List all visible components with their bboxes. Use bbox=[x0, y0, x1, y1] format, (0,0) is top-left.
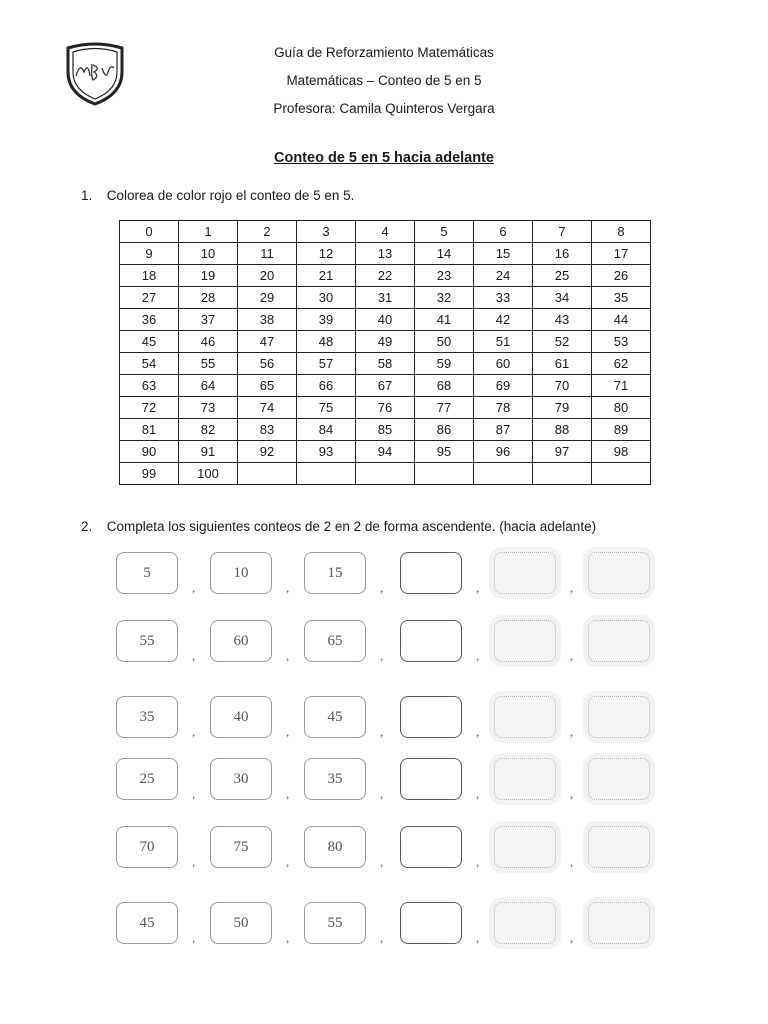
sequence-row bbox=[110, 820, 660, 876]
worksheet-title: Conteo de 5 en 5 hacia adelante bbox=[274, 150, 494, 166]
grid-cell[interactable]: 79 bbox=[533, 397, 592, 419]
sequence-number-box: 5 bbox=[116, 552, 178, 594]
grid-cell[interactable]: 14 bbox=[415, 243, 474, 265]
sequence-number-box: 60 bbox=[210, 620, 272, 662]
grid-cell[interactable]: 34 bbox=[533, 287, 592, 309]
answer-box[interactable] bbox=[588, 552, 650, 594]
grid-cell[interactable]: 33 bbox=[474, 287, 533, 309]
grid-cell[interactable]: 51 bbox=[474, 331, 533, 353]
comma-separator: , bbox=[192, 724, 196, 739]
grid-cell[interactable]: 74 bbox=[238, 397, 297, 419]
grid-cell[interactable]: 28 bbox=[179, 287, 238, 309]
grid-cell[interactable]: 49 bbox=[356, 331, 415, 353]
grid-cell[interactable]: 35 bbox=[592, 287, 651, 309]
grid-cell[interactable]: 94 bbox=[356, 441, 415, 463]
grid-cell[interactable]: 32 bbox=[415, 287, 474, 309]
comma-separator: , bbox=[192, 786, 196, 801]
grid-cell[interactable]: 93 bbox=[297, 441, 356, 463]
answer-box[interactable] bbox=[400, 620, 462, 662]
grid-cell[interactable]: 55 bbox=[179, 353, 238, 375]
grid-cell[interactable]: 37 bbox=[179, 309, 238, 331]
grid-cell[interactable]: 89 bbox=[592, 419, 651, 441]
sequence-row bbox=[110, 614, 660, 670]
grid-cell[interactable]: 10 bbox=[179, 243, 238, 265]
grid-cell[interactable]: 16 bbox=[533, 243, 592, 265]
comma-separator: , bbox=[192, 930, 196, 945]
grid-cell[interactable]: 25 bbox=[533, 265, 592, 287]
grid-row bbox=[120, 243, 651, 265]
grid-cell[interactable]: 64 bbox=[179, 375, 238, 397]
comma-separator: , bbox=[192, 580, 196, 595]
grid-cell[interactable]: 76 bbox=[356, 397, 415, 419]
grid-row bbox=[120, 441, 651, 463]
grid-cell[interactable]: 95 bbox=[415, 441, 474, 463]
grid-cell[interactable]: 15 bbox=[474, 243, 533, 265]
sequence-row bbox=[110, 896, 660, 952]
grid-cell[interactable]: 60 bbox=[474, 353, 533, 375]
grid-cell[interactable]: 48 bbox=[297, 331, 356, 353]
grid-cell[interactable] bbox=[297, 463, 356, 485]
grid-cell[interactable]: 56 bbox=[238, 353, 297, 375]
grid-cell[interactable]: 77 bbox=[415, 397, 474, 419]
grid-cell[interactable]: 1 bbox=[179, 221, 238, 243]
instruction-text: Colorea de color rojo el conteo de 5 en 5. bbox=[106, 188, 355, 203]
instruction-2 bbox=[81, 519, 596, 534]
sequence-number-box: 55 bbox=[304, 902, 366, 944]
grid-cell[interactable]: 61 bbox=[533, 353, 592, 375]
answer-box[interactable] bbox=[494, 826, 556, 868]
answer-box[interactable] bbox=[400, 696, 462, 738]
grid-cell[interactable]: 99 bbox=[120, 463, 179, 485]
grid-cell[interactable]: 11 bbox=[238, 243, 297, 265]
grid-cell[interactable]: 7 bbox=[533, 221, 592, 243]
grid-cell[interactable]: 100 bbox=[179, 463, 238, 485]
comma-separator: , bbox=[476, 930, 480, 945]
instruction-number: 1. bbox=[81, 188, 93, 203]
grid-cell[interactable]: 59 bbox=[415, 353, 474, 375]
grid-row bbox=[120, 221, 651, 243]
grid-cell[interactable]: 38 bbox=[238, 309, 297, 331]
comma-separator: , bbox=[380, 930, 384, 945]
grid-cell[interactable]: 31 bbox=[356, 287, 415, 309]
grid-cell[interactable]: 12 bbox=[297, 243, 356, 265]
header-teacher: Profesora: Camila Quinteros Vergara bbox=[273, 101, 495, 116]
answer-box[interactable] bbox=[400, 552, 462, 594]
sequence-number-box: 30 bbox=[210, 758, 272, 800]
grid-cell[interactable]: 80 bbox=[592, 397, 651, 419]
answer-box[interactable] bbox=[400, 826, 462, 868]
comma-separator: , bbox=[286, 580, 290, 595]
grid-cell[interactable]: 72 bbox=[120, 397, 179, 419]
grid-row bbox=[120, 309, 651, 331]
grid-cell[interactable]: 85 bbox=[356, 419, 415, 441]
grid-cell[interactable]: 29 bbox=[238, 287, 297, 309]
grid-cell[interactable]: 13 bbox=[356, 243, 415, 265]
grid-cell[interactable]: 21 bbox=[297, 265, 356, 287]
grid-cell[interactable]: 40 bbox=[356, 309, 415, 331]
grid-cell[interactable]: 43 bbox=[533, 309, 592, 331]
comma-separator: , bbox=[286, 648, 290, 663]
grid-cell[interactable]: 46 bbox=[179, 331, 238, 353]
grid-cell[interactable]: 70 bbox=[533, 375, 592, 397]
grid-cell[interactable]: 18 bbox=[120, 265, 179, 287]
sequence-row bbox=[110, 752, 660, 808]
comma-separator: , bbox=[476, 580, 480, 595]
grid-cell[interactable]: 66 bbox=[297, 375, 356, 397]
sequence-number-box: 65 bbox=[304, 620, 366, 662]
comma-separator: , bbox=[380, 648, 384, 663]
answer-box[interactable] bbox=[588, 758, 650, 800]
grid-cell[interactable]: 62 bbox=[592, 353, 651, 375]
comma-separator: , bbox=[476, 854, 480, 869]
answer-box[interactable] bbox=[588, 620, 650, 662]
grid-cell[interactable]: 53 bbox=[592, 331, 651, 353]
answer-box[interactable] bbox=[494, 696, 556, 738]
grid-cell[interactable]: 58 bbox=[356, 353, 415, 375]
grid-row bbox=[120, 463, 651, 485]
grid-cell[interactable]: 30 bbox=[297, 287, 356, 309]
grid-cell[interactable]: 84 bbox=[297, 419, 356, 441]
grid-cell[interactable]: 6 bbox=[474, 221, 533, 243]
grid-cell[interactable]: 75 bbox=[297, 397, 356, 419]
grid-row bbox=[120, 265, 651, 287]
grid-cell[interactable] bbox=[238, 463, 297, 485]
grid-cell[interactable]: 9 bbox=[120, 243, 179, 265]
grid-cell[interactable]: 67 bbox=[356, 375, 415, 397]
grid-cell[interactable]: 17 bbox=[592, 243, 651, 265]
grid-row bbox=[120, 375, 651, 397]
grid-cell[interactable]: 41 bbox=[415, 309, 474, 331]
grid-cell[interactable]: 87 bbox=[474, 419, 533, 441]
grid-cell[interactable]: 65 bbox=[238, 375, 297, 397]
grid-cell[interactable]: 71 bbox=[592, 375, 651, 397]
comma-separator: , bbox=[476, 648, 480, 663]
answer-box[interactable] bbox=[494, 552, 556, 594]
sequence-number-box: 40 bbox=[210, 696, 272, 738]
sequence-number-box: 45 bbox=[304, 696, 366, 738]
grid-cell[interactable]: 19 bbox=[179, 265, 238, 287]
grid-cell[interactable]: 0 bbox=[120, 221, 179, 243]
comma-separator: , bbox=[286, 854, 290, 869]
comma-separator: , bbox=[570, 724, 574, 739]
grid-cell[interactable]: 39 bbox=[297, 309, 356, 331]
grid-cell[interactable]: 2 bbox=[238, 221, 297, 243]
comma-separator: , bbox=[570, 930, 574, 945]
grid-cell[interactable]: 26 bbox=[592, 265, 651, 287]
sequence-number-box: 25 bbox=[116, 758, 178, 800]
grid-cell[interactable]: 50 bbox=[415, 331, 474, 353]
comma-separator: , bbox=[476, 724, 480, 739]
grid-cell[interactable]: 45 bbox=[120, 331, 179, 353]
comma-separator: , bbox=[286, 930, 290, 945]
sequence-number-box: 15 bbox=[304, 552, 366, 594]
grid-cell[interactable] bbox=[474, 463, 533, 485]
grid-cell[interactable] bbox=[415, 463, 474, 485]
comma-separator: , bbox=[570, 648, 574, 663]
answer-box[interactable] bbox=[588, 696, 650, 738]
grid-cell[interactable]: 57 bbox=[297, 353, 356, 375]
grid-cell[interactable]: 4 bbox=[356, 221, 415, 243]
sequence-number-box: 55 bbox=[116, 620, 178, 662]
comma-separator: , bbox=[192, 854, 196, 869]
instruction-1 bbox=[81, 188, 354, 203]
sequence-row bbox=[110, 546, 660, 602]
grid-cell[interactable]: 63 bbox=[120, 375, 179, 397]
grid-cell[interactable]: 83 bbox=[238, 419, 297, 441]
comma-separator: , bbox=[570, 854, 574, 869]
grid-row bbox=[120, 397, 651, 419]
grid-cell[interactable]: 27 bbox=[120, 287, 179, 309]
grid-cell[interactable]: 5 bbox=[415, 221, 474, 243]
sequence-number-box: 35 bbox=[304, 758, 366, 800]
grid-cell[interactable]: 81 bbox=[120, 419, 179, 441]
answer-box[interactable] bbox=[588, 826, 650, 868]
grid-cell[interactable]: 82 bbox=[179, 419, 238, 441]
grid-cell[interactable]: 36 bbox=[120, 309, 179, 331]
grid-cell[interactable]: 86 bbox=[415, 419, 474, 441]
number-grid-table bbox=[119, 220, 651, 485]
grid-cell[interactable] bbox=[592, 463, 651, 485]
grid-row bbox=[120, 331, 651, 353]
comma-separator: , bbox=[380, 580, 384, 595]
comma-separator: , bbox=[286, 786, 290, 801]
grid-cell[interactable]: 91 bbox=[179, 441, 238, 463]
comma-separator: , bbox=[380, 854, 384, 869]
answer-box[interactable] bbox=[494, 902, 556, 944]
comma-separator: , bbox=[476, 786, 480, 801]
sequence-number-box: 75 bbox=[210, 826, 272, 868]
comma-separator: , bbox=[570, 580, 574, 595]
grid-cell[interactable]: 23 bbox=[415, 265, 474, 287]
grid-cell[interactable]: 42 bbox=[474, 309, 533, 331]
grid-row bbox=[120, 419, 651, 441]
sequence-number-box: 50 bbox=[210, 902, 272, 944]
instruction-number: 2. bbox=[81, 519, 93, 534]
grid-cell[interactable]: 97 bbox=[533, 441, 592, 463]
comma-separator: , bbox=[570, 786, 574, 801]
answer-box[interactable] bbox=[588, 902, 650, 944]
grid-cell[interactable]: 52 bbox=[533, 331, 592, 353]
instruction-text: Completa los siguientes conteos de 2 en 2 de forma ascendente. (hacia adelante) bbox=[106, 519, 597, 534]
grid-cell[interactable]: 78 bbox=[474, 397, 533, 419]
grid-cell[interactable]: 44 bbox=[592, 309, 651, 331]
grid-cell[interactable]: 24 bbox=[474, 265, 533, 287]
sequence-number-box: 10 bbox=[210, 552, 272, 594]
grid-cell[interactable]: 54 bbox=[120, 353, 179, 375]
header-guide-title: Guía de Reforzamiento Matemáticas bbox=[274, 45, 494, 60]
grid-cell[interactable]: 8 bbox=[592, 221, 651, 243]
answer-box[interactable] bbox=[494, 620, 556, 662]
grid-cell[interactable]: 90 bbox=[120, 441, 179, 463]
grid-cell[interactable]: 92 bbox=[238, 441, 297, 463]
grid-cell[interactable]: 98 bbox=[592, 441, 651, 463]
sequence-number-box: 45 bbox=[116, 902, 178, 944]
sequence-number-box: 80 bbox=[304, 826, 366, 868]
grid-cell[interactable] bbox=[533, 463, 592, 485]
answer-box[interactable] bbox=[494, 758, 556, 800]
grid-row bbox=[120, 287, 651, 309]
comma-separator: , bbox=[286, 724, 290, 739]
header-subject: Matemáticas – Conteo de 5 en 5 bbox=[286, 73, 482, 88]
grid-cell[interactable]: 88 bbox=[533, 419, 592, 441]
sequence-number-box: 70 bbox=[116, 826, 178, 868]
comma-separator: , bbox=[380, 724, 384, 739]
grid-cell[interactable]: 96 bbox=[474, 441, 533, 463]
answer-box[interactable] bbox=[400, 902, 462, 944]
grid-cell[interactable]: 3 bbox=[297, 221, 356, 243]
comma-separator: , bbox=[380, 786, 384, 801]
grid-cell[interactable]: 22 bbox=[356, 265, 415, 287]
grid-cell[interactable]: 47 bbox=[238, 331, 297, 353]
answer-box[interactable] bbox=[400, 758, 462, 800]
comma-separator: , bbox=[192, 648, 196, 663]
grid-row bbox=[120, 353, 651, 375]
sequence-number-box: 35 bbox=[116, 696, 178, 738]
grid-cell[interactable]: 73 bbox=[179, 397, 238, 419]
grid-cell[interactable]: 69 bbox=[474, 375, 533, 397]
sequence-row bbox=[110, 690, 660, 746]
grid-cell[interactable]: 20 bbox=[238, 265, 297, 287]
grid-cell[interactable] bbox=[356, 463, 415, 485]
grid-cell[interactable]: 68 bbox=[415, 375, 474, 397]
